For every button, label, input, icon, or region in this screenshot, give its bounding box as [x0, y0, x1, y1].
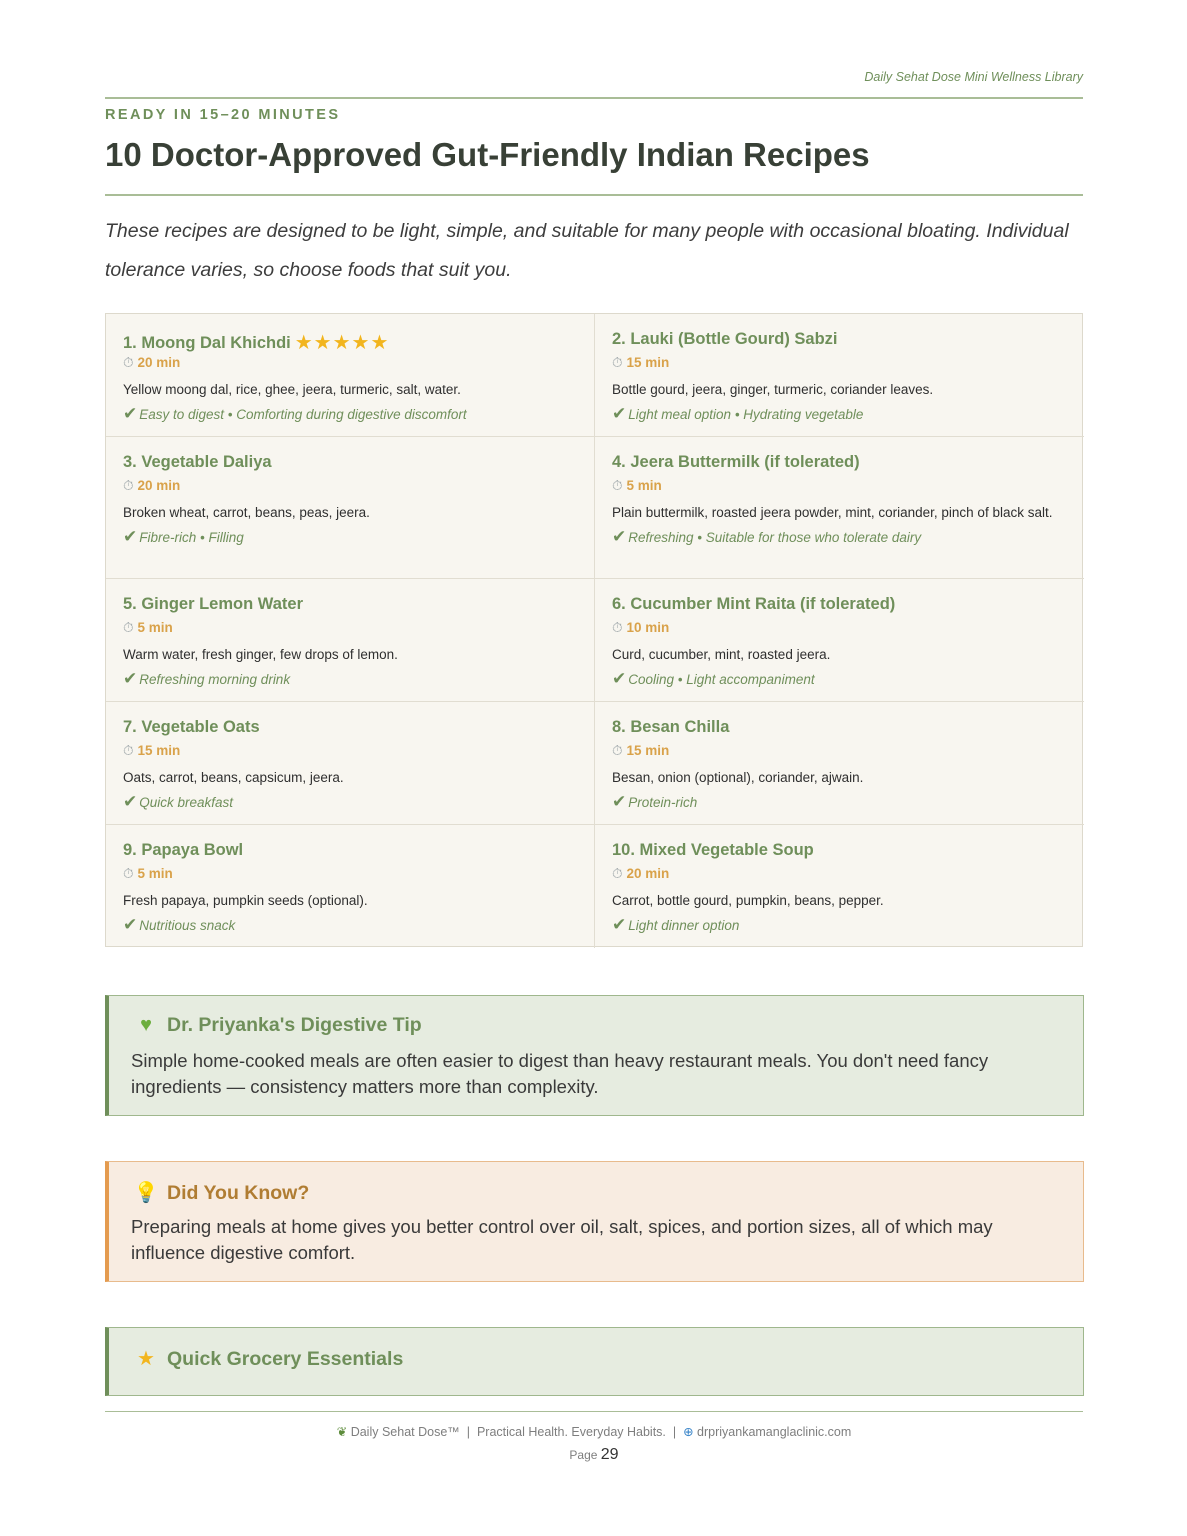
- recipe-time: ⏱ 20 min: [612, 866, 670, 881]
- recipe-time: ⏱ 10 min: [612, 620, 670, 635]
- recipe-title: 8. Besan Chilla: [612, 718, 730, 736]
- star-icon: ★: [137, 1348, 155, 1370]
- recipe-benefits: ✔ Refreshing morning drink: [123, 669, 291, 688]
- recipe-title: 1. Moong Dal Khichdi ★★★★★: [123, 332, 390, 354]
- did-you-know-heading: 💡 Did You Know?: [131, 1180, 309, 1205]
- eyebrow-label: READY IN 15–20 MINUTES: [105, 107, 341, 123]
- recipe-benefits: ✔ Light dinner option: [612, 915, 740, 934]
- stopwatch-icon: ⏱: [612, 620, 623, 635]
- recipe-card: [106, 314, 595, 437]
- checkmark-icon: ✔: [123, 669, 138, 688]
- recipe-card: [106, 825, 595, 948]
- recipe-benefits: ✔ Light meal option • Hydrating vegetable: [612, 404, 864, 423]
- grocery-essentials-callout: [105, 1327, 1084, 1396]
- stopwatch-icon: ⏱: [123, 620, 134, 635]
- recipe-card: [595, 702, 1084, 825]
- recipe-benefits: ✔ Nutritious snack: [123, 915, 236, 934]
- recipe-time: ⏱ 20 min: [123, 355, 181, 370]
- checkmark-icon: ✔: [123, 915, 138, 934]
- stopwatch-icon: ⏱: [123, 866, 134, 881]
- tip-heading: ♥ Dr. Priyanka's Digestive Tip: [131, 1014, 422, 1037]
- recipe-card: [595, 825, 1084, 948]
- recipe-card: [106, 579, 595, 702]
- recipe-title: 7. Vegetable Oats: [123, 718, 260, 736]
- globe-icon: ⊕: [683, 1425, 694, 1439]
- recipe-title: 3. Vegetable Daliya: [123, 453, 272, 471]
- tip-body: Simple home-cooked meals are often easier to digest than heavy restaurant meals. You don't need fancy ingredients — consistency matters more than complexity.: [131, 1050, 989, 1097]
- checkmark-icon: ✔: [612, 669, 627, 688]
- recipe-benefits: ✔ Fibre-rich • Filling: [123, 527, 244, 546]
- checkmark-icon: ✔: [123, 404, 138, 423]
- checkmark-icon: ✔: [123, 792, 138, 811]
- stopwatch-icon: ⏱: [612, 478, 623, 493]
- footer-tagline: Practical Health. Everyday Habits.: [476, 1425, 666, 1439]
- recipe-card: [595, 437, 1084, 579]
- green-heart-icon: ♥: [140, 1014, 152, 1036]
- recipe-card: [106, 702, 595, 825]
- recipe-ingredients: Oats, carrot, beans, capsicum, jeera.: [123, 770, 344, 785]
- recipe-title: 2. Lauki (Bottle Gourd) Sabzi: [612, 330, 838, 348]
- stopwatch-icon: ⏱: [612, 866, 623, 881]
- recipe-benefits: ✔ Protein-rich: [612, 792, 698, 811]
- stopwatch-icon: ⏱: [612, 355, 623, 370]
- recipe-ingredients: Broken wheat, carrot, beans, peas, jeera.: [123, 505, 370, 520]
- recipe-time: ⏱ 15 min: [612, 355, 670, 370]
- recipe-time: ⏱ 20 min: [123, 478, 181, 493]
- recipe-title: 10. Mixed Vegetable Soup: [612, 841, 814, 859]
- did-you-know-body: Preparing meals at home gives you better control over oil, salt, spices, and portion sizes, all of which may influence digestive comfort.: [131, 1216, 993, 1263]
- page-title: 10 Doctor-Approved Gut-Friendly Indian Recipes: [105, 136, 870, 173]
- checkmark-icon: ✔: [123, 527, 138, 546]
- recipe-time: ⏱ 15 min: [123, 743, 181, 758]
- recipe-grid: [105, 313, 1083, 947]
- recipe-ingredients: Yellow moong dal, rice, ghee, jeera, turmeric, salt, water.: [123, 382, 461, 397]
- did-you-know-callout: [105, 1161, 1084, 1282]
- recipe-ingredients: Bottle gourd, jeera, ginger, turmeric, coriander leaves.: [612, 382, 934, 397]
- stopwatch-icon: ⏱: [612, 743, 623, 758]
- footer-website-link[interactable]: drpriyankamanglaclinic.com: [697, 1425, 852, 1439]
- recipe-benefits: ✔ Refreshing • Suitable for those who tolerate dairy: [612, 527, 922, 546]
- checkmark-icon: ✔: [612, 404, 627, 423]
- recipe-time: ⏱ 15 min: [612, 743, 670, 758]
- stopwatch-icon: ⏱: [123, 478, 134, 493]
- recipe-card: [106, 437, 595, 579]
- footer-divider: [105, 1411, 1083, 1412]
- recipe-ingredients: Fresh papaya, pumpkin seeds (optional).: [123, 893, 368, 908]
- recipe-title: 4. Jeera Buttermilk (if tolerated): [612, 453, 860, 471]
- rating-stars-icon: ★★★★★: [294, 332, 390, 354]
- intro-text: These recipes are designed to be light, simple, and suitable for many people with occasional bloating. Individual tolerance varies, so choose foods that suit you.: [105, 220, 1069, 281]
- recipe-benefits: ✔ Quick breakfast: [123, 792, 234, 811]
- recipe-ingredients: Besan, onion (optional), coriander, ajwain.: [612, 770, 864, 785]
- checkmark-icon: ✔: [612, 527, 627, 546]
- footer-separator: |: [672, 1425, 677, 1439]
- lightbulb-icon: 💡: [133, 1182, 159, 1204]
- digestive-tip-callout: [105, 995, 1084, 1116]
- recipe-time: ⏱ 5 min: [123, 866, 173, 881]
- footer: [105, 1424, 1083, 1439]
- recipe-title: 6. Cucumber Mint Raita (if tolerated): [612, 595, 896, 613]
- checkmark-icon: ✔: [612, 792, 627, 811]
- page-number: [105, 1446, 1083, 1464]
- recipe-time: ⏱ 5 min: [612, 478, 662, 493]
- recipe-card: [595, 314, 1084, 437]
- footer-brand: Daily Sehat Dose™: [350, 1425, 460, 1439]
- recipe-benefits: ✔ Easy to digest • Comforting during digestive discomfort: [123, 404, 467, 423]
- grocery-heading: ★ Quick Grocery Essentials: [131, 1346, 403, 1371]
- stopwatch-icon: ⏱: [123, 355, 134, 370]
- checkmark-icon: ✔: [612, 915, 627, 934]
- recipe-card: [595, 579, 1084, 702]
- recipe-ingredients: Carrot, bottle gourd, pumpkin, beans, pepper.: [612, 893, 884, 908]
- recipe-time: ⏱ 5 min: [123, 620, 173, 635]
- recipe-ingredients: Warm water, fresh ginger, few drops of lemon.: [123, 647, 398, 662]
- page-label: Page: [569, 1448, 598, 1462]
- page-number-value: 29: [600, 1446, 619, 1463]
- recipe-title: 5. Ginger Lemon Water: [123, 595, 304, 613]
- title-divider: [105, 194, 1083, 196]
- library-name: Daily Sehat Dose Mini Wellness Library: [864, 70, 1083, 84]
- recipe-ingredients: Plain buttermilk, roasted jeera powder, mint, coriander, pinch of black salt.: [612, 505, 1053, 520]
- recipe-ingredients: Curd, cucumber, mint, roasted jeera.: [612, 647, 831, 662]
- recipe-benefits: ✔ Cooling • Light accompaniment: [612, 669, 815, 688]
- stopwatch-icon: ⏱: [123, 743, 134, 758]
- footer-separator: |: [466, 1425, 470, 1439]
- header-divider: [105, 97, 1083, 99]
- recipe-title: 9. Papaya Bowl: [123, 841, 244, 859]
- herb-leaf-icon: ❦: [336, 1425, 348, 1439]
